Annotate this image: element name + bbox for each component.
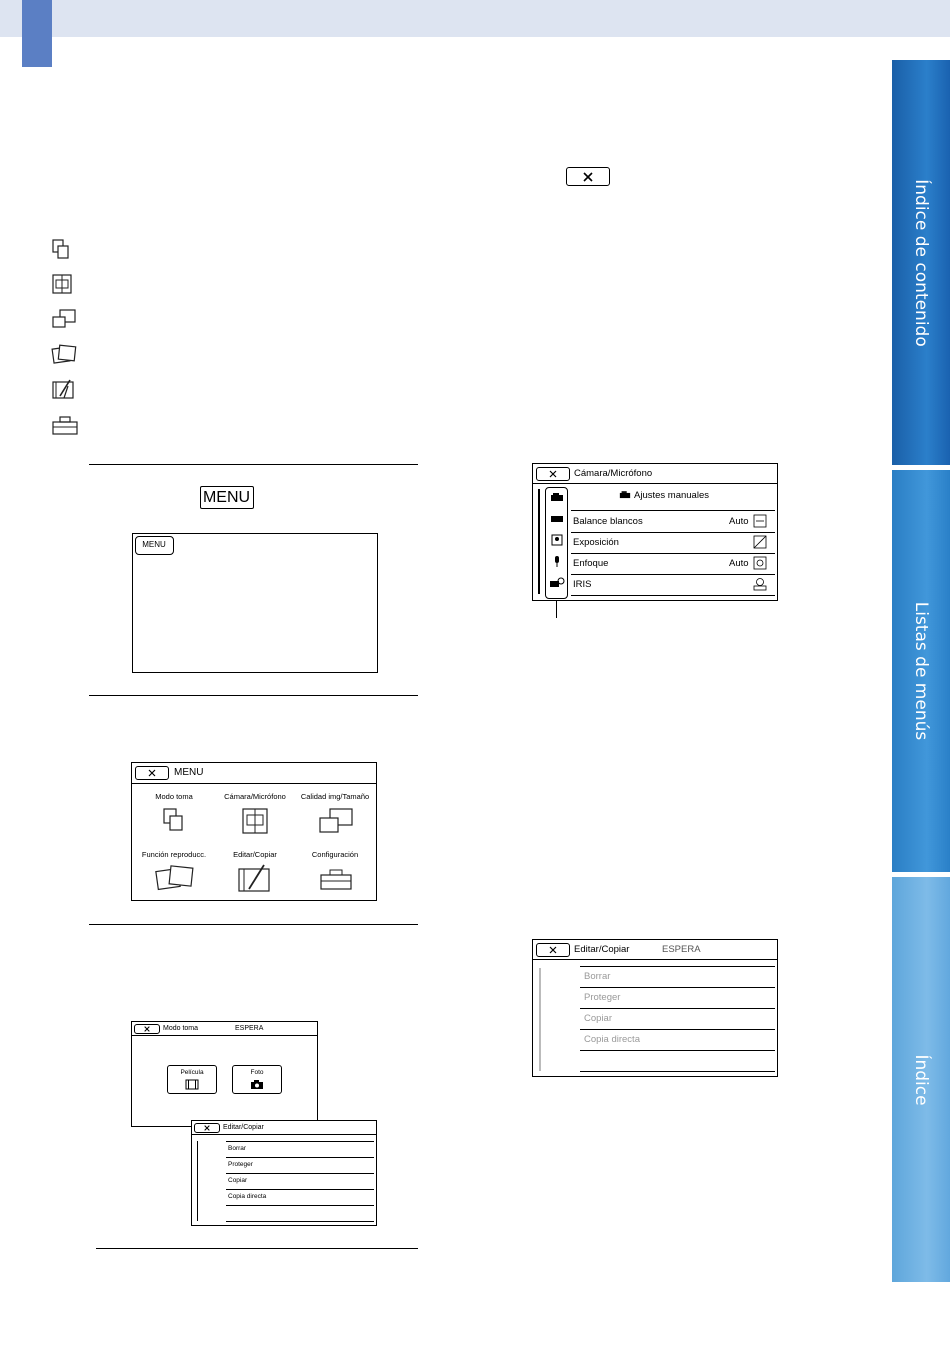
edit-copy-icon[interactable] — [236, 862, 274, 894]
list-item[interactable]: Borrar — [584, 971, 611, 982]
setting-label[interactable]: IRIS — [573, 579, 592, 590]
divider — [580, 966, 775, 967]
camera-settings-icon[interactable] — [550, 514, 564, 524]
image-size-icon — [50, 307, 80, 333]
screen-title: Editar/Copiar — [574, 944, 630, 955]
menu-key[interactable] — [200, 486, 254, 509]
list-item[interactable]: Copiar — [584, 1013, 612, 1024]
divider — [580, 1050, 775, 1051]
editar-copiar-screen — [532, 939, 778, 1077]
divider — [580, 987, 775, 988]
scrollbar[interactable] — [539, 968, 541, 1071]
image-size-icon[interactable] — [316, 806, 356, 836]
tab-label: Índice — [911, 1053, 931, 1106]
list-item[interactable]: Copiar — [228, 1177, 248, 1184]
divider — [571, 574, 775, 575]
header-accent-block — [22, 0, 52, 67]
shooting-assist-icon[interactable] — [549, 577, 565, 589]
menu-item-label: Configuración — [311, 850, 359, 859]
lcd-screen — [132, 533, 378, 673]
divider — [580, 1029, 775, 1030]
divider — [89, 464, 418, 465]
close-button[interactable] — [134, 1024, 160, 1034]
divider — [226, 1221, 374, 1222]
modo-toma-screen — [131, 1021, 318, 1127]
tab-label: Índice de contenido — [911, 178, 931, 347]
white-balance-auto-icon — [753, 514, 767, 528]
manual-settings-icon — [619, 491, 631, 500]
settings-toolbox-icon — [50, 412, 80, 438]
camera-mic-icon — [50, 272, 80, 298]
menu-button-label: MENU — [142, 540, 166, 549]
settings-toolbox-icon[interactable] — [318, 866, 354, 892]
photo-button[interactable] — [232, 1065, 282, 1094]
divider — [226, 1141, 374, 1142]
divider — [89, 924, 418, 925]
list-item[interactable]: Borrar — [228, 1145, 247, 1152]
screen-title: Editar/Copiar — [223, 1124, 264, 1131]
screen-title: Modo toma — [163, 1025, 199, 1032]
close-button[interactable] — [135, 766, 169, 780]
divider — [132, 1035, 317, 1036]
divider — [533, 483, 777, 484]
menu-item-label: Función reproducc. — [141, 850, 207, 859]
setting-label[interactable]: Enfoque — [573, 558, 609, 569]
setting-value: Auto — [729, 558, 749, 569]
tab-label: Listas de menús — [911, 601, 931, 741]
menu-item-label: Calidad img/Tamaño — [300, 792, 370, 801]
setting-label[interactable]: Balance blancos — [573, 516, 643, 527]
divider — [132, 783, 376, 784]
playback-icon[interactable] — [154, 862, 198, 894]
close-icon — [549, 946, 558, 954]
setting-value: Auto — [729, 516, 749, 527]
list-item[interactable]: Proteger — [584, 992, 621, 1003]
shooting-mode-icon — [50, 237, 80, 263]
close-icon — [144, 1026, 151, 1032]
divider — [580, 1008, 775, 1009]
divider — [226, 1157, 374, 1158]
divider — [226, 1189, 374, 1190]
list-item[interactable]: Copia directa — [228, 1193, 267, 1200]
close-icon — [582, 172, 594, 182]
face-icon[interactable] — [551, 534, 563, 546]
close-button[interactable] — [536, 943, 570, 957]
menu-item-label: Cámara/Micrófono — [224, 792, 286, 801]
divider — [226, 1205, 374, 1206]
list-item[interactable]: Copia directa — [584, 1034, 640, 1045]
close-icon — [204, 1125, 211, 1131]
close-button[interactable] — [536, 467, 570, 481]
manual-settings-icon[interactable] — [550, 493, 564, 503]
tab-indice[interactable] — [892, 877, 950, 1282]
playback-icon — [50, 342, 80, 368]
focus-auto-icon — [753, 556, 767, 570]
close-button[interactable] — [194, 1123, 220, 1133]
exposure-auto-icon — [753, 535, 767, 549]
iris-auto-icon — [753, 577, 767, 591]
camara-microfono-screen — [532, 463, 778, 601]
photo-button-label: Foto — [250, 1069, 264, 1076]
divider — [192, 1134, 376, 1135]
list-item[interactable]: Proteger — [228, 1161, 253, 1168]
camera-icon — [250, 1079, 264, 1090]
menu-screen — [131, 762, 377, 901]
edit-copy-icon — [50, 377, 80, 403]
mic-icon[interactable] — [552, 555, 562, 568]
divider — [89, 695, 418, 696]
divider — [533, 959, 777, 960]
menu-item-label: Editar/Copiar — [233, 850, 277, 859]
divider — [580, 1071, 775, 1072]
setting-label[interactable]: Exposición — [573, 537, 619, 548]
divider — [571, 532, 775, 533]
movie-button-label: Película — [180, 1069, 204, 1076]
status-text: ESPERA — [235, 1025, 264, 1032]
close-icon — [549, 470, 558, 478]
shooting-mode-icon[interactable] — [160, 806, 188, 834]
menu-screen-title: MENU — [174, 767, 204, 778]
menu-item-label: Modo toma — [155, 792, 193, 801]
scrollbar[interactable] — [538, 489, 540, 594]
divider — [571, 510, 775, 511]
close-icon — [148, 769, 157, 777]
tab-indice-de-contenido[interactable] — [892, 60, 950, 465]
close-button[interactable] — [566, 167, 610, 186]
divider — [571, 553, 775, 554]
header-band — [0, 0, 950, 37]
section-title: Ajustes manuales — [634, 490, 709, 501]
menu-button[interactable] — [135, 536, 174, 555]
scrollbar[interactable] — [197, 1141, 198, 1221]
menu-key-label: MENU — [202, 489, 251, 506]
divider — [96, 1248, 418, 1249]
divider — [226, 1173, 374, 1174]
divider — [571, 595, 775, 596]
movie-button[interactable] — [167, 1065, 217, 1094]
status-text: ESPERA — [662, 944, 701, 955]
film-icon — [185, 1079, 199, 1090]
callout-line — [556, 601, 557, 618]
tab-listas-de-menus[interactable] — [892, 470, 950, 872]
camera-mic-icon[interactable] — [238, 806, 272, 836]
screen-title: Cámara/Micrófono — [574, 468, 653, 479]
editar-copiar-small-screen — [191, 1120, 377, 1226]
